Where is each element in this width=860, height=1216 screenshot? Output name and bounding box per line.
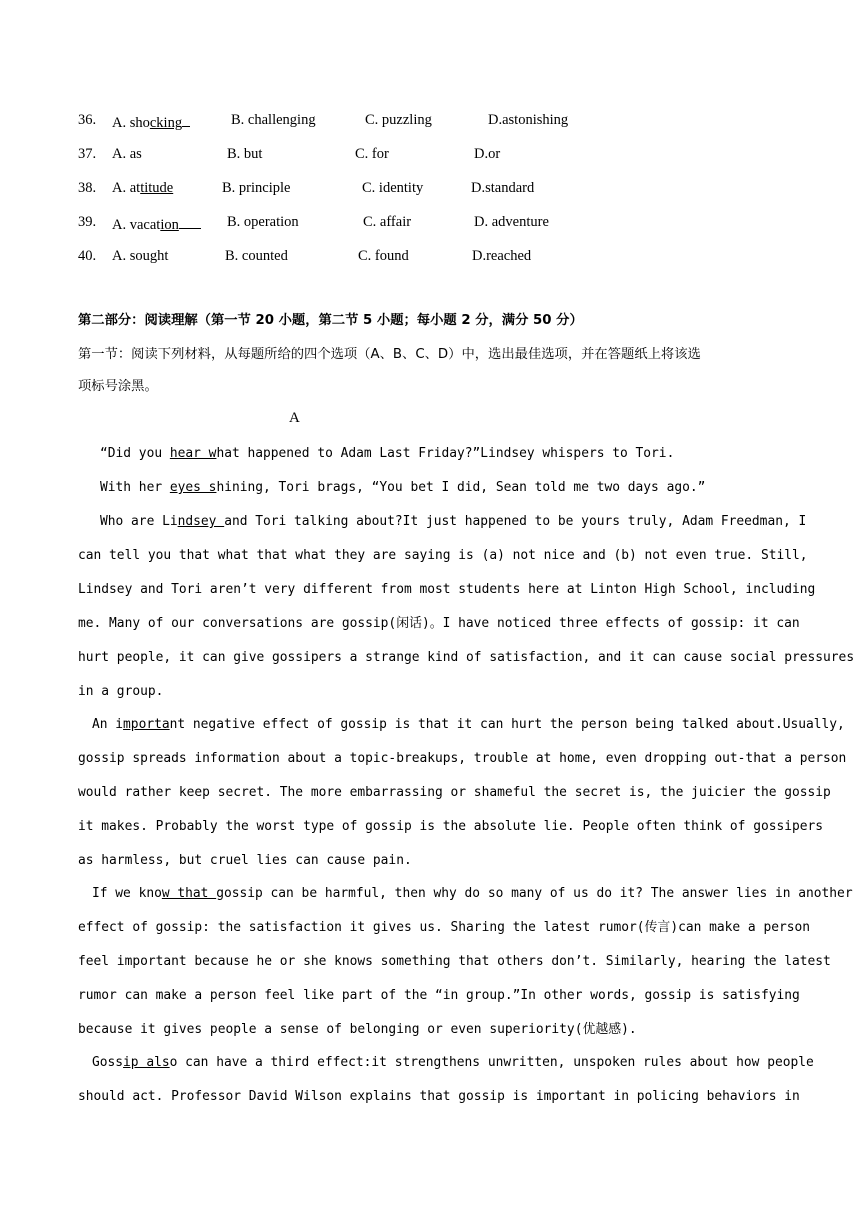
passage-line-16: feel important because he or she knows something that others don’t. Similarly, hearing the latest [78, 954, 831, 969]
question-number: 37. [78, 146, 97, 162]
option-a: A. as [112, 146, 142, 162]
question-number: 38. [78, 180, 97, 196]
question-number: 40. [78, 248, 97, 264]
option-a: A. sought [112, 248, 169, 264]
option-c: C. affair [363, 214, 412, 230]
passage-line-9: An important negative effect of gossip is that it can hurt the person being talked about.Usually, [92, 717, 845, 732]
option-a: A. attitude [112, 180, 174, 196]
part2-heading: 第二部分：阅读理解（第一节 20 小题，第二节 5 小题；每小题 2 分，满分 50 分） [78, 313, 583, 328]
passage-line-12: it makes. Probably the worst type of gossip is the absolute lie. People often think of gossipers [78, 819, 824, 834]
passage-line-5: Lindsey and Tori aren’t very different from most students here at Linton High School, including [78, 582, 816, 597]
option-d: D. adventure [474, 214, 549, 230]
passage-line-20: should act. Professor David Wilson explains that gossip is important in policing behaviors in [78, 1089, 800, 1104]
passage-line-3: Who are Lindsey and Tori talking about?It just happened to be yours truly, Adam Freedman, I [100, 514, 807, 529]
option-c: C. found [358, 248, 409, 264]
option-b: B. operation [227, 214, 299, 230]
passage-line-2: With her eyes shining, Tori brags, “You bet I did, Sean told me two days ago.” [100, 480, 706, 495]
option-c: C. puzzling [365, 112, 432, 128]
option-b: B. counted [225, 248, 288, 264]
option-b: B. principle [222, 180, 291, 196]
passage-line-13: as harmless, but cruel lies can cause pain. [78, 853, 412, 868]
option-b: B. challenging [231, 112, 316, 128]
passage-line-17: rumor can make a person feel like part of the “in group.”In other words, gossip is satisfying [78, 988, 800, 1003]
passage-line-11: would rather keep secret. The more embarrassing or shameful the secret is, the juicier the gossip [78, 785, 831, 800]
part2-instruction-line1: 第一节：阅读下列材料，从每题所给的四个选项（A、B、C、D）中，选出最佳选项，并在答题纸上将该选 [78, 347, 701, 362]
section-letter: A [289, 410, 300, 426]
passage-line-10: gossip spreads information about a topic-breakups, trouble at home, even dropping out-that a person [78, 751, 847, 766]
part2-instruction-line2: 项标号涂黑。 [78, 379, 158, 394]
passage-line-1: “Did you hear what happened to Adam Last Friday?”Lindsey whispers to Tori. [100, 446, 675, 461]
passage-line-7: hurt people, it can give gossipers a strange kind of satisfaction, and it can cause social pressures [78, 650, 855, 665]
option-d: D.reached [472, 248, 532, 264]
option-d: D.standard [471, 180, 535, 196]
passage-line-6: me. Many of our conversations are gossip(闲话)。I have noticed three effects of gossip: it can [78, 616, 800, 631]
passage-line-18: because it gives people a sense of belonging or even superiority(优越感). [78, 1022, 637, 1037]
passage-line-15: effect of gossip: the satisfaction it gives us. Sharing the latest rumor(传言)can make a person [78, 920, 811, 935]
option-c: C. identity [362, 180, 424, 196]
passage-line-14: If we know that gossip can be harmful, then why do so many of us do it? The answer lies in another [92, 886, 853, 901]
passage-line-19: Gossip also can have a third effect:it strengthens unwritten, unspoken rules about how people [92, 1055, 814, 1070]
passage-line-4: can tell you that what that what they are saying is (a) not nice and (b) not even true. Still, [78, 548, 808, 563]
question-number: 39. [78, 214, 97, 230]
option-b: B. but [227, 146, 263, 162]
option-a: A. vacation [112, 214, 201, 234]
option-d: D.or [474, 146, 501, 162]
passage-line-8: in a group. [78, 684, 164, 699]
question-number: 36. [78, 112, 97, 128]
option-d: D.astonishing [488, 112, 569, 128]
option-c: C. for [355, 146, 389, 162]
option-a: A. shocking [112, 112, 190, 132]
